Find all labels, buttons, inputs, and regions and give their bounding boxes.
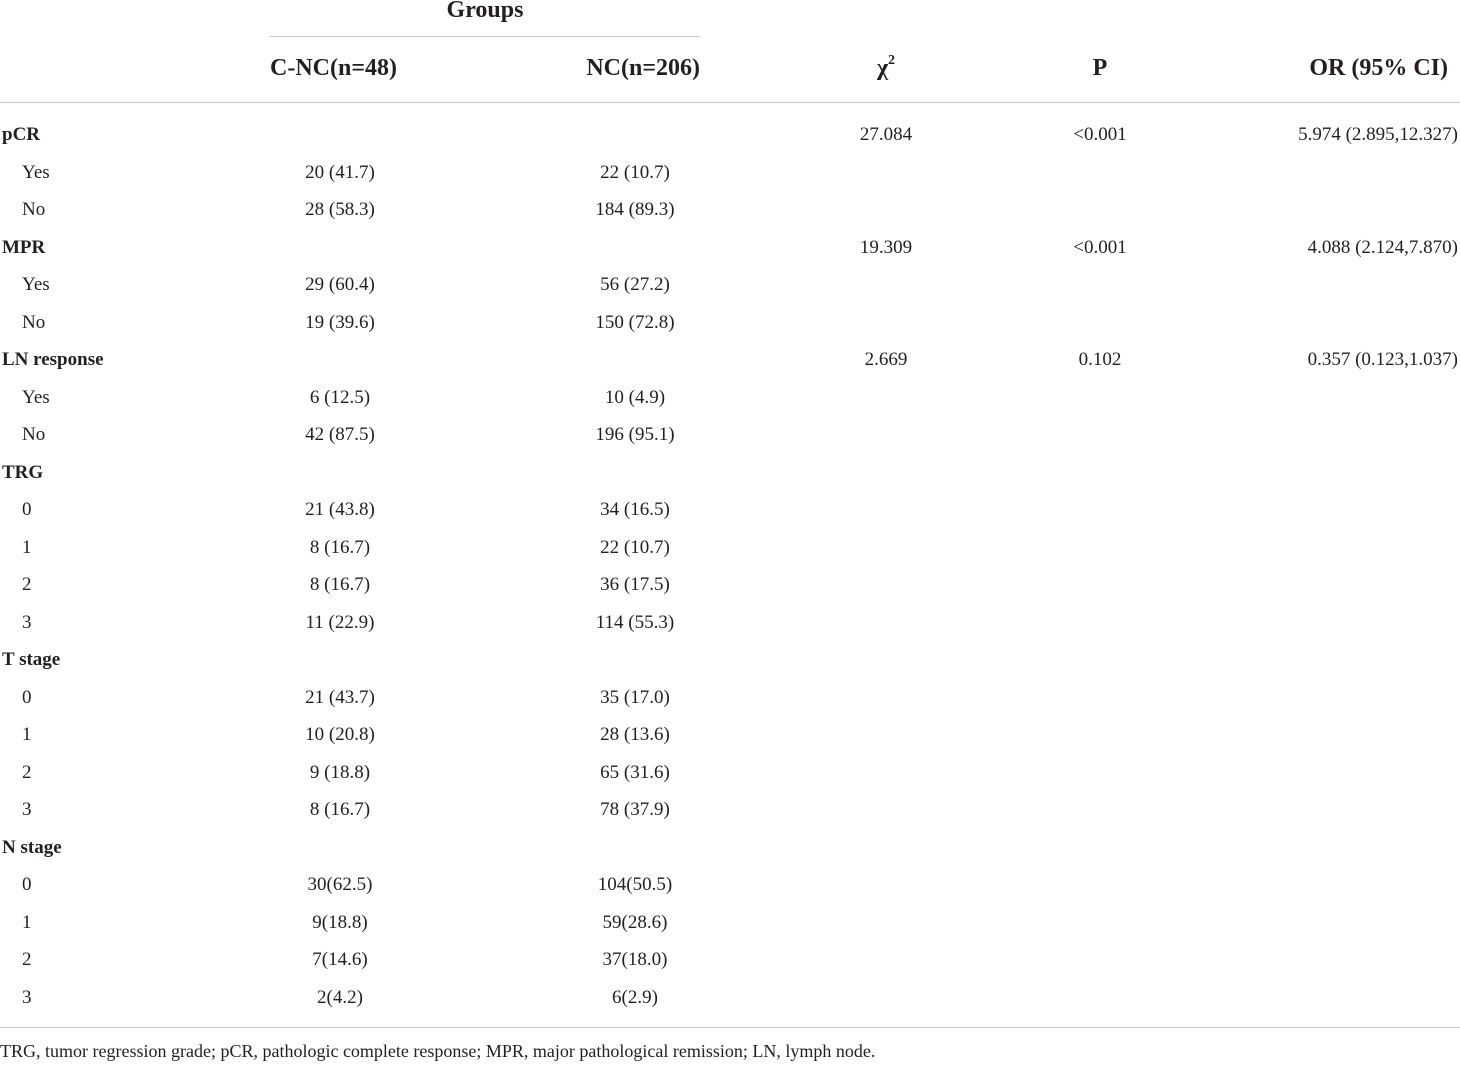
column-header-cnc: C-NC(n=48) [270, 55, 397, 81]
cell-nc: 114 (55.3) [595, 611, 675, 633]
row-label: 0 [22, 499, 32, 520]
cell-cnc: 11 (22.9) [305, 611, 375, 633]
cell-nc: 6(2.9) [612, 986, 658, 1008]
row-label: 3 [22, 986, 32, 1008]
groups-header: Groups [446, 0, 524, 23]
cell-cnc: 28 (58.3) [305, 199, 375, 220]
cell-nc: 150 (72.8) [595, 311, 675, 333]
row-label: No [22, 311, 46, 333]
table-row [0, 529, 1460, 566]
cell-nc: 56 (27.2) [600, 274, 670, 295]
table-row [0, 754, 1460, 791]
cell-cnc: 8 (16.7) [309, 574, 371, 595]
cell-p-value: <0.001 [1073, 124, 1127, 145]
cell-nc: 22 (10.7) [600, 161, 670, 183]
row-label: No [22, 199, 46, 220]
table-row [0, 791, 1460, 828]
row-label: Yes [22, 161, 50, 183]
table-section-row [0, 454, 1460, 491]
table-row [0, 416, 1460, 453]
row-label: 0 [22, 874, 32, 895]
cell-cnc: 21 (43.7) [305, 686, 375, 708]
cell-nc: 78 (37.9) [600, 799, 670, 820]
cell-nc: 37(18.0) [602, 949, 668, 970]
cell-cnc: 9(18.8) [312, 911, 368, 933]
cell-nc: 10 (4.9) [604, 386, 666, 408]
table-row [0, 191, 1460, 228]
cell-cnc: 9 (18.8) [309, 761, 371, 783]
cell-cnc: 19 (39.6) [305, 311, 375, 333]
table-row [0, 904, 1460, 941]
footer-divider [0, 1027, 1460, 1028]
row-label: 1 [22, 724, 32, 745]
cell-cnc: 29 (60.4) [305, 274, 375, 295]
row-label: pCR [2, 124, 41, 145]
column-header-chi-square [826, 52, 946, 84]
cell-cnc: 21 (43.8) [305, 499, 375, 520]
row-label: 0 [22, 686, 32, 708]
column-header-p: P [1092, 55, 1108, 81]
cell-chi-square: 19.309 [859, 236, 913, 258]
row-label: MPR [2, 236, 46, 258]
table-row [0, 379, 1460, 416]
cell-p-value: 0.102 [1078, 349, 1122, 370]
table-row [0, 716, 1460, 753]
cell-cnc: 42 (87.5) [305, 424, 375, 445]
row-label: TRG [2, 461, 44, 483]
table-section-row [0, 829, 1460, 866]
row-label: 3 [22, 611, 32, 633]
row-label: 1 [22, 911, 32, 933]
table-footnote: TRG, tumor regression grade; pCR, pathologic complete response; MPR, major pathological remission; LN, lymph node. [0, 1041, 876, 1061]
cell-cnc: 2(4.2) [317, 986, 363, 1008]
row-label: 2 [22, 574, 32, 595]
row-label: 2 [22, 761, 32, 783]
cell-p-value: <0.001 [1073, 236, 1127, 258]
cell-chi-square: 27.084 [859, 124, 913, 145]
column-header-or: OR (95% CI) [1309, 55, 1448, 81]
table-section-row [0, 229, 1460, 266]
table-row [0, 679, 1460, 716]
table-section-row [0, 641, 1460, 678]
cell-nc: 65 (31.6) [600, 761, 670, 783]
row-label: Yes [22, 386, 50, 408]
cell-nc: 196 (95.1) [595, 424, 675, 445]
table-section-row [0, 341, 1460, 378]
cell-nc: 36 (17.5) [600, 574, 670, 595]
row-label: 1 [22, 536, 32, 558]
cell-nc: 34 (16.5) [600, 499, 670, 520]
table-row [0, 604, 1460, 641]
cell-odds-ratio: 5.974 (2.895,12.327) [1298, 124, 1458, 145]
table-row [0, 941, 1460, 978]
header-divider [0, 102, 1460, 103]
cell-cnc: 30(62.5) [307, 874, 373, 895]
table-row [0, 979, 1460, 1016]
cell-cnc: 10 (20.8) [305, 724, 375, 745]
table-row [0, 566, 1460, 603]
cell-cnc: 7(14.6) [312, 949, 368, 970]
cell-nc: 104(50.5) [597, 874, 673, 895]
cell-cnc: 8 (16.7) [309, 536, 371, 558]
row-label: LN response [2, 349, 104, 370]
table-row [0, 266, 1460, 303]
cell-nc: 35 (17.0) [600, 686, 670, 708]
cell-odds-ratio: 4.088 (2.124,7.870) [1307, 236, 1458, 258]
column-header-nc: NC(n=206) [586, 55, 700, 81]
table-row [0, 304, 1460, 341]
cell-chi-square: 2.669 [864, 349, 908, 370]
row-label: T stage [2, 649, 61, 670]
cell-cnc: 8 (16.7) [309, 799, 371, 820]
row-label: 3 [22, 799, 32, 820]
groups-underline [270, 36, 700, 37]
table-row [0, 866, 1460, 903]
row-label: 2 [22, 949, 32, 970]
cell-nc: 22 (10.7) [600, 536, 670, 558]
table-row [0, 154, 1460, 191]
cell-cnc: 6 (12.5) [309, 386, 371, 408]
chi-superscript: 2 [888, 53, 896, 68]
cell-odds-ratio: 0.357 (0.123,1.037) [1307, 349, 1458, 370]
table-section-row [0, 116, 1460, 153]
row-label: Yes [22, 274, 50, 295]
cell-nc: 59(28.6) [602, 911, 668, 933]
row-label: No [22, 424, 46, 445]
table-row [0, 491, 1460, 528]
cell-cnc: 20 (41.7) [305, 161, 375, 183]
chi-symbol: χ [876, 55, 889, 81]
row-label: N stage [2, 836, 62, 858]
cell-nc: 28 (13.6) [600, 724, 670, 745]
cell-nc: 184 (89.3) [595, 199, 675, 220]
